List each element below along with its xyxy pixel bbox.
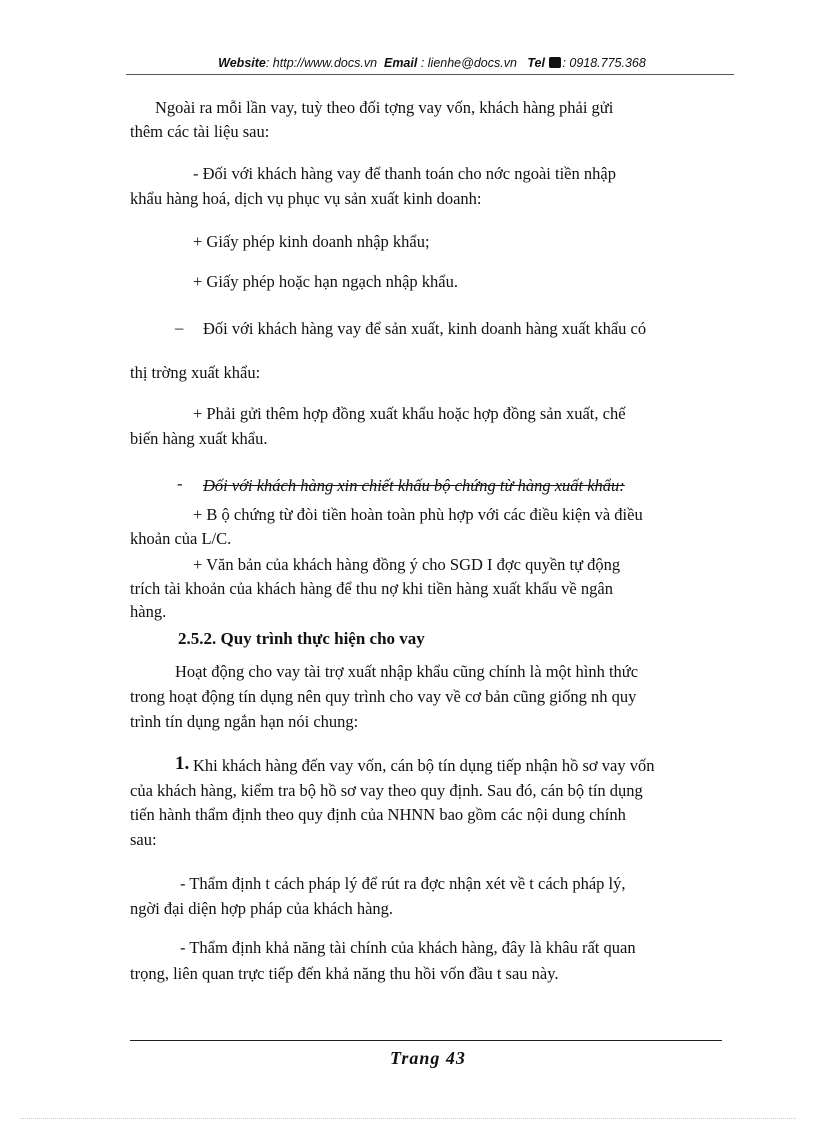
para-1-line-2: thêm các tài liệu sau: xyxy=(130,122,270,141)
email-value: : lienhe@docs.vn xyxy=(420,56,517,70)
para-12-line-4: sau: xyxy=(130,830,157,849)
para-13-line-1: - Thẩm định t cách pháp lý để rút ra đợc nhận xét về t cách pháp lý, xyxy=(180,874,626,893)
para-10-line-1: + Văn bản của khách hàng đồng ý cho SGD I đợc quyền tự động xyxy=(193,555,621,574)
para-12-line-3: tiến hành thẩm định theo quy định của NHNN bao gồm các nội dung chính xyxy=(130,805,626,824)
para-9-line-2: khoản của L/C. xyxy=(130,529,232,548)
para-7-line-2: biến hàng xuất khẩu. xyxy=(130,429,268,448)
phone-icon xyxy=(549,57,561,68)
para-14-line-1: - Thẩm định khả năng tài chính của khách hàng, đây là khâu rất quan xyxy=(180,938,636,957)
para-12-line-2: của khách hàng, kiểm tra bộ hồ sơ vay theo quy định. Sau đó, cán bộ tín dụng xyxy=(130,781,643,800)
para-2-line-2: khẩu hàng hoá, dịch vụ phục vụ sản xuất kinh doanh: xyxy=(130,189,482,208)
website-label: Website xyxy=(218,56,266,70)
para-5: Đối với khách hàng vay để sản xuất, kinh doanh hàng xuất khẩu có xyxy=(203,319,647,338)
footer-divider xyxy=(130,1040,722,1041)
para-11-line-1: Hoạt động cho vay tài trợ xuất nhập khẩu cũng chính là một hình thức xyxy=(175,662,639,681)
para-9-line-1: + B ộ chứng từ đòi tiền hoàn toàn phù hợp với các điều kiện và điều xyxy=(193,505,643,524)
para-10-line-2: trích tài khoản của khách hàng để thu nợ khi tiền hàng xuất khẩu về ngân xyxy=(130,579,613,598)
para-11-line-3: trình tín dụng ngắn hạn nói chung: xyxy=(130,712,359,731)
page-header xyxy=(130,56,734,70)
section-heading: 2.5.2. Quy trình thực hiện cho vay xyxy=(178,629,425,648)
para-8-dash: - xyxy=(177,474,183,493)
para-11-line-2: trong hoạt động tín dụng nên quy trình cho vay về cơ bản cũng giống nh quy xyxy=(130,687,637,706)
para-12-line-1: Khi khách hàng đến vay vốn, cán bộ tín dụng tiếp nhận hồ sơ vay vốn xyxy=(193,756,655,775)
tel-value: : 0918.775.368 xyxy=(562,56,646,70)
page-bottom-border xyxy=(20,1118,796,1119)
para-4: + Giấy phép hoặc hạn ngạch nhập khẩu. xyxy=(193,272,458,291)
para-2-line-1: - Đối với khách hàng vay để thanh toán cho nớc ngoài tiền nhập xyxy=(193,164,616,183)
tel-label: Tel xyxy=(527,56,545,70)
step-number: 1. xyxy=(175,753,190,774)
para-3: + Giấy phép kinh doanh nhập khẩu; xyxy=(193,232,430,251)
para-6: thị trờng xuất khẩu: xyxy=(130,363,261,382)
para-1-line-1: Ngoài ra mỗi lần vay, tuỳ theo đối tợng vay vốn, khách hàng phải gửi xyxy=(155,98,614,117)
para-13-line-2: ngời đại diện hợp pháp của khách hàng. xyxy=(130,899,394,918)
header-divider xyxy=(126,74,734,75)
para-5-dash: – xyxy=(175,318,184,337)
para-10-line-3: hàng. xyxy=(130,602,167,621)
email-label: Email xyxy=(383,56,418,70)
page-number: Trang 43 xyxy=(390,1048,466,1068)
para-7-line-1: + Phải gửi thêm hợp đồng xuất khẩu hoặc hợp đồng sản xuất, chế xyxy=(193,404,626,423)
website-value: : http://www.docs.vn xyxy=(265,56,378,70)
para-8-struck-heading: Đối với khách hàng xin chiết khấu bộ chứng từ hàng xuất khẩu: xyxy=(203,476,625,495)
para-14-line-2: trọng, liên quan trực tiếp đến khả năng thu hồi vốn đầu t sau này. xyxy=(130,964,559,983)
